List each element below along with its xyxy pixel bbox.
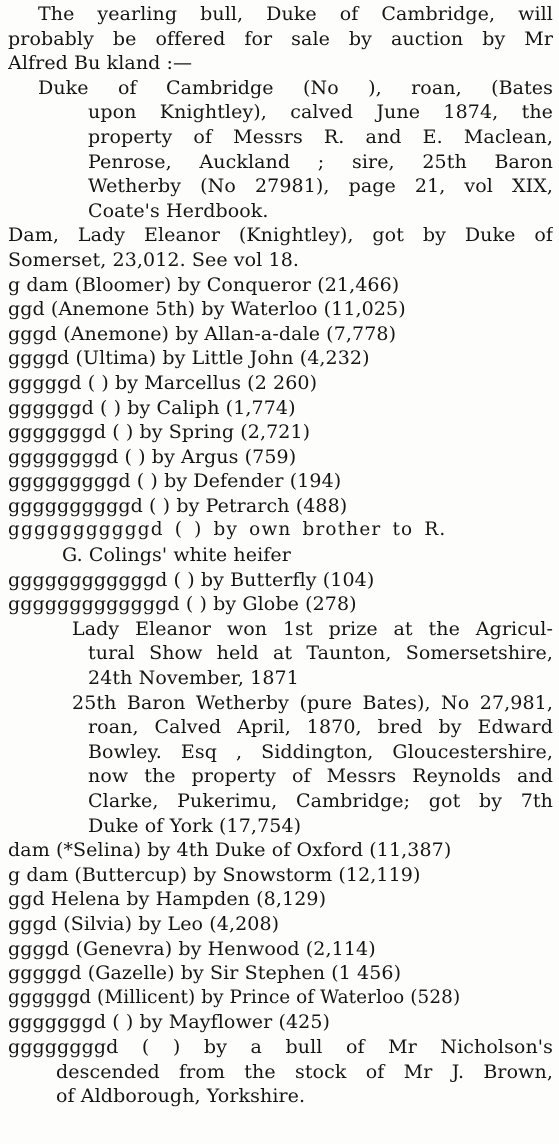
article-line: The yearling bull, Duke of Cambridge, will xyxy=(38,3,553,25)
article-line: 24th November, 1871 xyxy=(88,667,299,690)
article-line: Alfred Bu kland :— xyxy=(8,52,193,75)
article-line: Somerset, 23,012. See vol 18. xyxy=(8,248,300,271)
article-line: probably be offered for sale by auction by Mr xyxy=(8,27,553,50)
article-line: ggggggd (Millicent) by Prince of Waterloo (528) xyxy=(8,986,461,1008)
article-line: ggggggd ( ) by Caliph (1,774) xyxy=(8,396,296,419)
article-line: ggggggggggggd ( ) by Butterfly (104) xyxy=(8,568,375,591)
article-line: gggggd (Gazelle) by Sir Stephen (1 456) xyxy=(8,962,402,985)
article-line: gggggd ( ) by Marcellus (2 260) xyxy=(8,371,318,394)
article-line: roan, Calved April, 1870, bred by Edward xyxy=(88,716,553,739)
article-line: 25th Baron Wetherby (pure Bates), No 27,981, xyxy=(72,691,553,714)
article-line: ggggd (Ultima) by Little John (4,232) xyxy=(8,347,370,370)
article-line: descended from the stock of Mr J. Brown, xyxy=(56,1060,553,1083)
article-line: ggggggggd ( ) by a bull of Mr Nicholson's xyxy=(8,1035,553,1058)
article-line: Clarke, Pukerimu, Cambridge; got by 7th xyxy=(88,790,553,812)
article-line: g dam (Buttercup) by Snowstorm (12,119) xyxy=(8,863,421,886)
article-line: tural Show held at Taunton, Somersetshire, xyxy=(88,642,553,665)
article-line: Lady Eleanor won 1st prize at the Agricul- xyxy=(72,617,553,640)
article-line: upon Knightley), calved June 1874, the xyxy=(88,101,553,124)
article-line: gggggggggd ( ) by Defender (194) xyxy=(8,470,342,493)
article-line: Wetherby (No 27981), page 21, vol XIX, xyxy=(88,175,553,198)
article-line: ggggggggd ( ) by Argus (759) xyxy=(8,445,297,468)
article-line: ggggd (Genevra) by Henwood (2,114) xyxy=(8,937,376,960)
article-line: property of Messrs R. and E. Maclean, xyxy=(88,125,553,148)
article-line: Duke of Cambridge (No ), roan, (Bates xyxy=(38,76,553,99)
article-line: gggggggggggd ( ) by own brother to R. xyxy=(8,519,447,541)
article-line: G. Colings' white heifer xyxy=(62,544,291,567)
article-line: ggggggggggd ( ) by Petrarch (488) xyxy=(8,494,348,517)
article-line: of Aldborough, Yorkshire. xyxy=(56,1085,306,1108)
article-line: gggd (Silvia) by Leo (4,208) xyxy=(8,912,280,935)
article-line: g dam (Bloomer) by Conqueror (21,466) xyxy=(8,273,400,296)
article-line: Duke of York (17,754) xyxy=(88,814,302,837)
article-line: Coate's Herdbook. xyxy=(88,199,269,222)
article-line: Dam, Lady Eleanor (Knightley), got by Duke of xyxy=(8,224,553,247)
article-line: gggd (Anemone) by Allan-a-dale (7,778) xyxy=(8,322,397,345)
article-line: ggd (Anemone 5th) by Waterloo (11,025) xyxy=(8,298,406,321)
article-line: Bowley. Esq , Siddington, Gloucestershire, xyxy=(88,740,553,763)
article-line: ggd Helena by Hampden (8,129) xyxy=(8,888,327,911)
article-line: gggggggd ( ) by Mayflower (425) xyxy=(8,1011,331,1034)
article-line: dam (*Selina) by 4th Duke of Oxford (11,387) xyxy=(8,839,452,862)
article-line: Penrose, Auckland ; sire, 25th Baron xyxy=(88,150,553,173)
article-line: now the property of Messrs Reynolds and xyxy=(88,765,553,788)
article-line: gggggggd ( ) by Spring (2,721) xyxy=(8,421,311,444)
article-line: gggggggggggggd ( ) by Globe (278) xyxy=(8,593,357,616)
